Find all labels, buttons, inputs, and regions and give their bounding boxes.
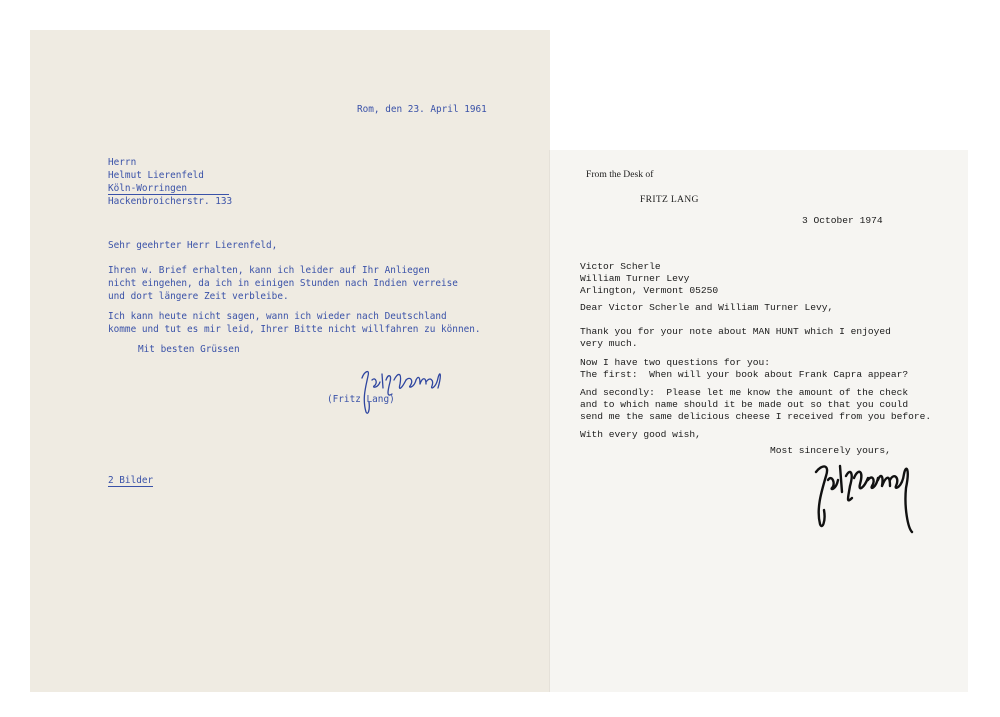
letter-1974-date: 3 October 1974 [802, 215, 883, 226]
letter-1961-paragraph-2-line-2: komme und tut es mir leid, Ihrer Bitte nicht willfahren zu können. [108, 324, 481, 335]
letter-1961-date: Rom, den 23. April 1961 [357, 104, 487, 115]
letter-1961-paragraph-1-line-2: nicht eingehen, da ich in einigen Stunden nach Indien verreise [108, 278, 458, 289]
letter-1974-signature [808, 458, 928, 538]
letter-1961-signature [352, 358, 462, 418]
letter-1974-paragraph-1-line-2: very much. [580, 338, 638, 349]
letter-1974 [550, 150, 968, 692]
letter-1961-paragraph-1-line-1: Ihren w. Brief erhalten, kann ich leider auf Ihr Anliegen [108, 265, 430, 276]
letter-1974-wish: With every good wish, [580, 429, 701, 440]
letter-1961-recipient-name: Helmut Lierenfeld [108, 170, 204, 181]
letter-1961-recipient-city: Köln-Worringen [108, 184, 229, 195]
letter-1974-paragraph-1-line-1: Thank you for your note about MAN HUNT which I enjoyed [580, 326, 891, 337]
letter-1974-letterhead-name: FRITZ LANG [640, 194, 699, 205]
letter-1961-closing: Mit besten Grüssen [138, 344, 240, 355]
letter-1974-greeting: Dear Victor Scherle and William Turner Levy, [580, 302, 834, 313]
letter-1961-recipient-salutation: Herrn [108, 157, 137, 168]
letter-1961-typed-name: (Fritz Lang) [327, 394, 395, 405]
letter-1961-greeting: Sehr geehrter Herr Lierenfeld, [108, 240, 278, 251]
letter-1974-recipient-line-2: William Turner Levy [580, 273, 690, 284]
letter-1974-paragraph-2-line-1: Now I have two questions for you: [580, 357, 770, 368]
letter-1974-letterhead-line: From the Desk of [586, 169, 654, 180]
letter-1961-paragraph-2-line-1: Ich kann heute nicht sagen, wann ich wieder nach Deutschland [108, 311, 447, 322]
letter-1974-recipient-line-1: Victor Scherle [580, 261, 661, 272]
letter-1961-recipient-street: Hackenbroicherstr. 133 [108, 196, 233, 207]
letter-1974-paragraph-3-line-3: send me the same delicious cheese I received from you before. [580, 411, 932, 422]
letter-1974-paragraph-3-line-1: And secondly: Please let me know the amount of the check [580, 387, 909, 398]
letter-1961 [30, 30, 550, 692]
letter-1974-recipient-line-3: Arlington, Vermont 05250 [580, 285, 719, 296]
letter-1961-enclosure: 2 Bilder [108, 475, 154, 486]
letter-1974-closing: Most sincerely yours, [770, 445, 891, 456]
letter-1961-paragraph-1-line-3: und dort längere Zeit verbleibe. [108, 291, 289, 302]
letter-1974-paragraph-2-line-2: The first: When will your book about Frank Capra appear? [580, 369, 909, 380]
letter-1974-paragraph-3-line-2: and to which name should it be made out so that you could [580, 399, 909, 410]
